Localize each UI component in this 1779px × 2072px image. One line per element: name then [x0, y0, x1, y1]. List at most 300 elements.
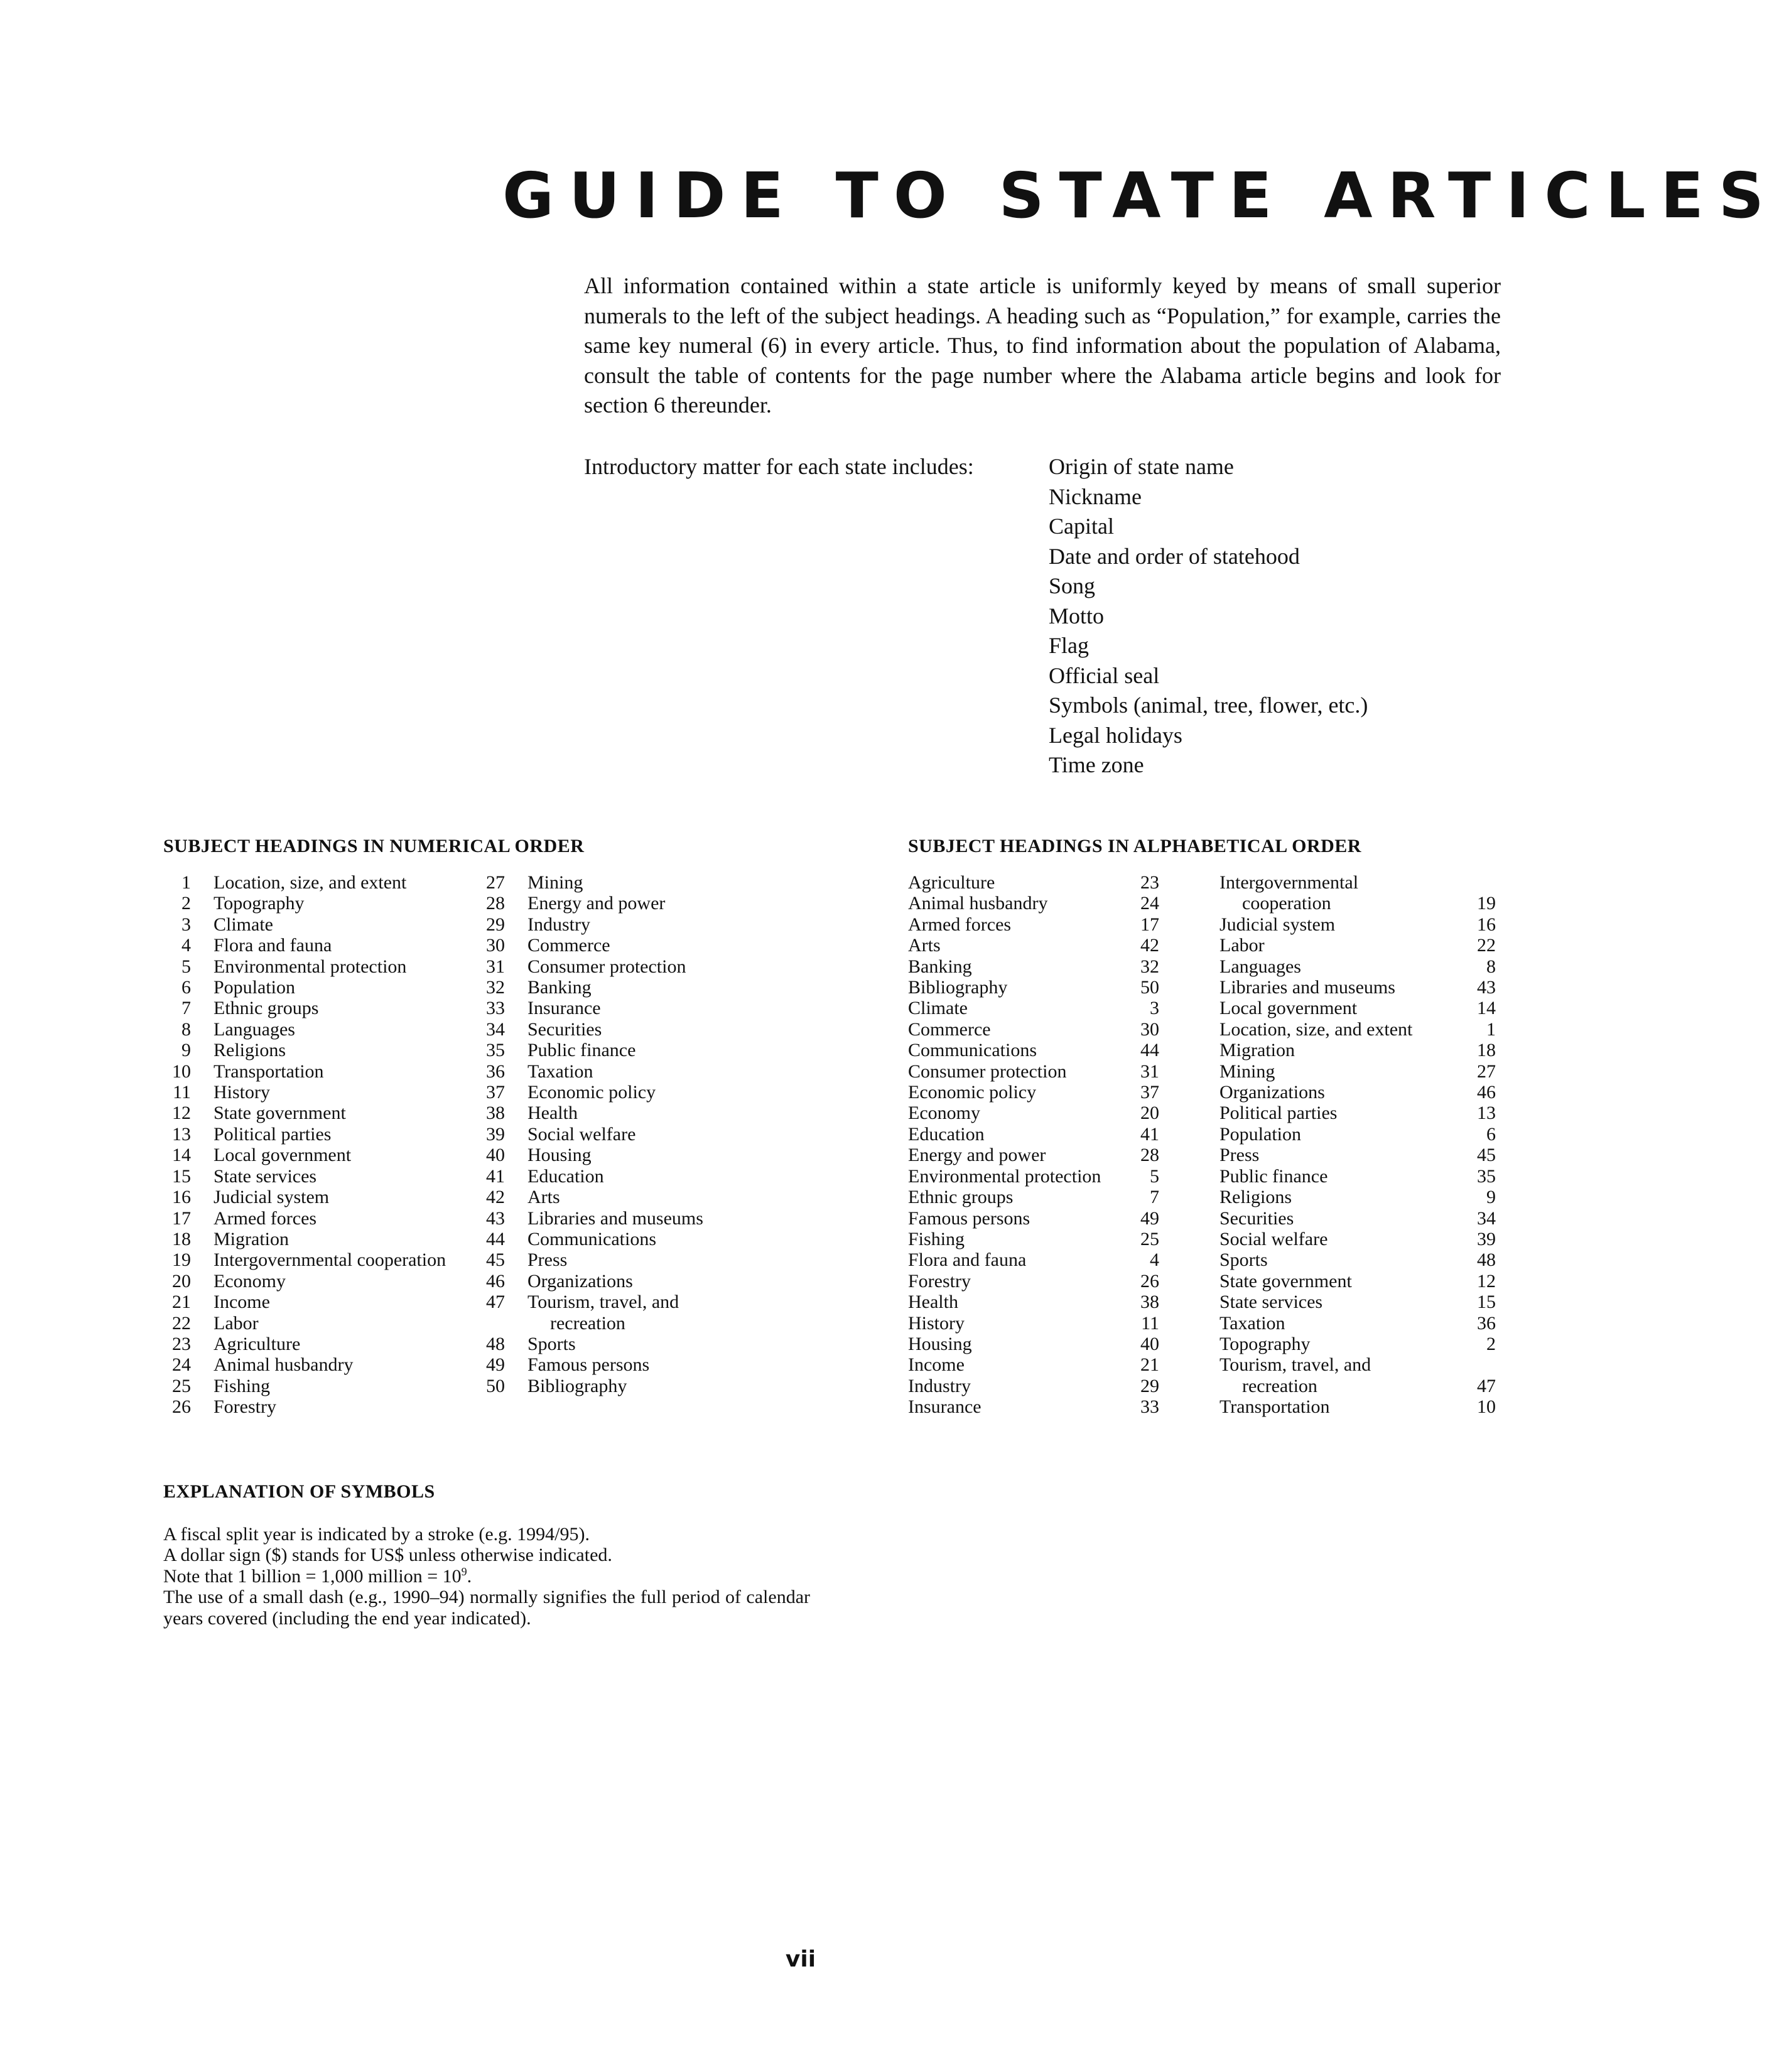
heading-number: 39	[486, 1123, 505, 1145]
alphabetical-heading-row	[908, 1334, 1159, 1354]
numerical-heading-row	[477, 914, 804, 935]
heading-number: 45	[486, 1249, 505, 1271]
alphabetical-heading-row	[908, 935, 1159, 956]
heading-number: 22	[172, 1312, 191, 1334]
heading-text: Taxation	[527, 1060, 593, 1082]
heading-text: Economy	[214, 1270, 286, 1292]
heading-text: Libraries and museums	[527, 1207, 703, 1229]
heading-text: Population	[214, 977, 296, 998]
alphabetical-heading-row	[908, 1313, 1159, 1334]
heading-text: Arts	[527, 1187, 560, 1208]
numerical-heading-row	[163, 1166, 477, 1187]
heading-number: 11	[173, 1082, 191, 1103]
numerical-heading-row	[477, 1334, 804, 1354]
heading-text: Commerce	[527, 935, 610, 956]
heading-number: 31	[1140, 1060, 1159, 1082]
numerical-heading-row	[163, 1082, 477, 1103]
billion-suffix: .	[467, 1565, 472, 1587]
heading-text: Mining	[527, 872, 583, 893]
numerical-heading-row	[163, 977, 477, 998]
heading-text: Local government	[214, 1145, 352, 1166]
heading-text: Energy and power	[527, 893, 666, 914]
heading-text: Transportation	[214, 1060, 324, 1082]
heading-number: 27	[486, 872, 505, 893]
alphabetical-heading-row	[1219, 1103, 1496, 1123]
heading-number: 2	[181, 893, 191, 914]
heading-number: 37	[1140, 1082, 1159, 1103]
heading-number: 1	[181, 872, 191, 893]
alphabetical-heading-row	[1219, 1229, 1496, 1249]
heading-text: Banking	[527, 977, 592, 998]
alphabetical-heading-row	[908, 1103, 1159, 1123]
heading-number: 1	[1486, 1018, 1496, 1040]
heading-text: Economy	[908, 1103, 980, 1124]
heading-number: 13	[172, 1123, 191, 1145]
heading-text: Health	[527, 1103, 578, 1124]
intro-paragraph: All information contained within a state article is uniformly keyed by means of small superior numerals to the left of the subject headings. A heading such as “Population,” for example, carries the same key numeral (6) in every article. Thus, to find information about the population of Alabama, consult the table of contents for the page number where the Alabama article begins and look for section 6 thereunder.	[584, 273, 1501, 418]
heading-number: 26	[1140, 1270, 1159, 1292]
heading-number: 6	[1486, 1123, 1496, 1145]
alphabetical-heading-row	[908, 893, 1159, 914]
heading-text: Animal husbandry	[908, 893, 1048, 914]
numerical-heading-row	[477, 872, 804, 893]
heading-number: 13	[1477, 1103, 1496, 1124]
numerical-heading-row	[477, 935, 804, 956]
heading-number: 17	[172, 1207, 191, 1229]
heading-number: 27	[1477, 1060, 1496, 1082]
alphabetical-heading-row	[908, 1396, 1159, 1417]
heading-number: 10	[1477, 1396, 1496, 1418]
intro-item: Song	[1049, 573, 1096, 598]
alphabetical-heading-row	[908, 1040, 1159, 1060]
heading-text: Agriculture	[214, 1333, 301, 1354]
heading-number: 48	[486, 1333, 505, 1354]
heading-text: Flora and fauna	[214, 935, 332, 956]
heading-number: 49	[486, 1354, 505, 1376]
heading-number: 47	[486, 1292, 505, 1313]
intro-item: Date and order of statehood	[1049, 543, 1300, 569]
alphabetical-heading-row	[908, 1145, 1159, 1165]
heading-text: Armed forces	[908, 914, 1012, 935]
heading-number: 15	[172, 1165, 191, 1187]
alphabetical-heading-row	[1219, 1082, 1496, 1103]
heading-number: 43	[1477, 977, 1496, 998]
numerical-column-1	[163, 872, 477, 1418]
heading-text: Judicial system	[1219, 914, 1336, 935]
alphabetical-heading-row	[908, 1229, 1159, 1249]
heading-text: Migration	[1219, 1040, 1295, 1061]
numerical-heading-row	[477, 1187, 804, 1207]
alphabetical-heading-row	[1219, 1249, 1496, 1270]
numerical-heading-row	[163, 893, 477, 914]
heading-text: Libraries and museums	[1219, 977, 1395, 998]
heading-number: 41	[1140, 1123, 1159, 1145]
heading-text: State services	[214, 1165, 317, 1187]
heading-number: 30	[486, 935, 505, 956]
heading-number: 29	[1140, 1375, 1159, 1396]
intro-item: Capital	[1049, 514, 1114, 539]
numerical-heading-row	[477, 893, 804, 914]
heading-text: recreation	[550, 1312, 625, 1334]
alphabetical-order-heading: SUBJECT HEADINGS IN ALPHABETICAL ORDER	[908, 836, 1361, 856]
heading-text: Sports	[527, 1333, 576, 1354]
heading-number: 39	[1477, 1228, 1496, 1249]
numerical-heading-row	[163, 1313, 477, 1334]
heading-text: State government	[1219, 1270, 1352, 1292]
heading-text: Tourism, travel, and	[1219, 1354, 1371, 1376]
alphabetical-heading-row	[908, 1292, 1159, 1312]
heading-number: 16	[1477, 914, 1496, 935]
heading-number: 5	[181, 956, 191, 977]
numerical-heading-row	[477, 1145, 804, 1165]
heading-text: Famous persons	[527, 1354, 650, 1376]
numerical-heading-row	[163, 1061, 477, 1082]
alphabetical-column-1	[908, 872, 1159, 1418]
heading-text: Industry	[908, 1375, 971, 1396]
numerical-heading-row	[163, 1249, 477, 1270]
heading-number: 29	[486, 914, 505, 935]
heading-text: Environmental protection	[908, 1165, 1101, 1187]
heading-text: Education	[527, 1165, 604, 1187]
heading-number: 11	[1141, 1312, 1159, 1334]
heading-text: Energy and power	[908, 1145, 1046, 1166]
heading-text: Climate	[214, 914, 273, 935]
heading-number: 2	[1486, 1333, 1496, 1354]
numerical-heading-row	[477, 1354, 804, 1375]
heading-text: Forestry	[214, 1396, 276, 1418]
heading-number: 7	[1150, 1187, 1159, 1208]
heading-text: Labor	[214, 1312, 259, 1334]
heading-number: 34	[1477, 1207, 1496, 1229]
alphabetical-heading-row	[1219, 1376, 1496, 1396]
heading-number: 12	[1477, 1270, 1496, 1292]
heading-text: Securities	[527, 1018, 602, 1040]
heading-text: Tourism, travel, and	[527, 1292, 679, 1313]
alphabetical-heading-row	[908, 1187, 1159, 1207]
heading-text: Forestry	[908, 1270, 971, 1292]
heading-number: 35	[1477, 1165, 1496, 1187]
heading-number	[477, 1313, 527, 1334]
alphabetical-heading-row	[908, 1124, 1159, 1145]
alphabetical-heading-row	[908, 914, 1159, 935]
heading-number: 50	[486, 1375, 505, 1396]
numerical-heading-row	[163, 1229, 477, 1249]
alphabetical-heading-row	[908, 1249, 1159, 1270]
alphabetical-heading-row	[1219, 1292, 1496, 1312]
heading-number: 44	[486, 1228, 505, 1249]
alphabetical-heading-row	[1219, 1396, 1496, 1417]
symbol-dollar-line: A dollar sign ($) stands for US$ unless otherwise indicated.	[163, 1545, 612, 1566]
heading-number: 8	[181, 1018, 191, 1040]
heading-text: History	[214, 1082, 270, 1103]
alphabetical-heading-row	[908, 1271, 1159, 1292]
alphabetical-heading-row	[1219, 1124, 1496, 1145]
heading-number: 36	[486, 1060, 505, 1082]
heading-text: Social welfare	[527, 1123, 636, 1145]
heading-number: 41	[486, 1165, 505, 1187]
heading-text: Transportation	[1219, 1396, 1330, 1418]
numerical-heading-row	[477, 977, 804, 998]
heading-number: 33	[486, 998, 505, 1019]
numerical-heading-row	[477, 1061, 804, 1082]
heading-text: Arts	[908, 935, 941, 956]
heading-number: 48	[1477, 1249, 1496, 1271]
heading-number: 33	[1140, 1396, 1159, 1418]
numerical-heading-row	[163, 1145, 477, 1165]
heading-number: 5	[1150, 1165, 1159, 1187]
alphabetical-heading-row	[908, 872, 1159, 893]
heading-number: 22	[1477, 935, 1496, 956]
heading-number: 21	[1140, 1354, 1159, 1376]
heading-text: Health	[908, 1292, 958, 1313]
alphabetical-heading-row	[1219, 1271, 1496, 1292]
heading-text: Public finance	[1219, 1165, 1328, 1187]
alphabetical-heading-row	[908, 956, 1159, 977]
heading-number: 40	[1140, 1333, 1159, 1354]
heading-text: Intergovernmental	[1219, 872, 1359, 893]
billion-text: Note that 1 billion = 1,000 million = 10	[163, 1565, 462, 1587]
heading-text: Press	[527, 1249, 568, 1271]
intro-item: Official seal	[1049, 662, 1160, 688]
heading-text: History	[908, 1312, 965, 1334]
numerical-heading-row	[163, 1271, 477, 1292]
alphabetical-heading-row	[1219, 1313, 1496, 1334]
heading-number: 6	[181, 977, 191, 998]
alphabetical-heading-row	[1219, 872, 1496, 893]
alphabetical-heading-row	[1219, 1354, 1496, 1375]
heading-number: 26	[172, 1396, 191, 1418]
heading-text: Mining	[1219, 1060, 1275, 1082]
heading-number: 25	[1140, 1228, 1159, 1249]
alphabetical-heading-row	[908, 1354, 1159, 1375]
heading-number	[1463, 872, 1496, 893]
alphabetical-heading-row	[1219, 935, 1496, 956]
heading-text: Location, size, and extent	[214, 872, 407, 893]
numerical-heading-row	[163, 914, 477, 935]
heading-number: 3	[1150, 998, 1159, 1019]
heading-text: Public finance	[527, 1040, 636, 1061]
heading-text: Environmental protection	[214, 956, 407, 977]
heading-text: Intergovernmental cooperation	[214, 1249, 446, 1271]
heading-number: 32	[486, 977, 505, 998]
numerical-heading-row	[163, 1103, 477, 1123]
heading-number: 32	[1140, 956, 1159, 977]
heading-text: Location, size, and extent	[1219, 1018, 1413, 1040]
heading-text: Bibliography	[527, 1375, 627, 1396]
numerical-heading-row	[477, 1166, 804, 1187]
intro-item: Origin of state name	[1049, 454, 1234, 479]
page-number: vii	[785, 1946, 816, 1972]
heading-text: Income	[214, 1292, 270, 1313]
alphabetical-heading-row	[908, 1082, 1159, 1103]
symbol-fiscal-line: A fiscal split year is indicated by a stroke (e.g. 1994/95).	[163, 1524, 590, 1545]
heading-number: 23	[172, 1333, 191, 1354]
numerical-heading-row	[477, 1124, 804, 1145]
intro-item: Symbols (animal, tree, flower, etc.)	[1049, 693, 1368, 718]
heading-text: Topography	[214, 893, 305, 914]
alphabetical-heading-row	[1219, 1040, 1496, 1060]
heading-number: 42	[1140, 935, 1159, 956]
heading-text: Migration	[214, 1228, 289, 1249]
intro-item: Flag	[1049, 633, 1090, 658]
heading-text: Population	[1219, 1123, 1302, 1145]
heading-text: Political parties	[1219, 1103, 1338, 1124]
heading-text: Industry	[527, 914, 590, 935]
alphabetical-heading-row	[908, 1061, 1159, 1082]
alphabetical-heading-row	[1219, 914, 1496, 935]
alphabetical-heading-row	[1219, 1187, 1496, 1207]
heading-number: 28	[486, 893, 505, 914]
alphabetical-heading-row	[908, 977, 1159, 998]
symbol-billion-line	[163, 1566, 810, 1587]
heading-text: Taxation	[1219, 1312, 1285, 1334]
numerical-heading-row	[477, 1292, 804, 1312]
symbols-heading: EXPLANATION OF SYMBOLS	[163, 1481, 435, 1502]
heading-text: Housing	[527, 1145, 592, 1166]
intro-item: Motto	[1049, 603, 1105, 629]
alphabetical-heading-row	[1219, 1334, 1496, 1354]
heading-text: Organizations	[527, 1270, 633, 1292]
alphabetical-column-2	[1219, 872, 1496, 1418]
heading-text: Communications	[527, 1228, 656, 1249]
heading-number: 45	[1477, 1145, 1496, 1166]
heading-number: 3	[181, 914, 191, 935]
heading-text: Ethnic groups	[214, 998, 319, 1019]
heading-text: Armed forces	[214, 1207, 317, 1229]
heading-number: 49	[1140, 1207, 1159, 1229]
alphabetical-heading-row	[908, 1208, 1159, 1229]
heading-number: 47	[1477, 1375, 1496, 1396]
heading-text: Languages	[214, 1018, 295, 1040]
heading-number: 8	[1486, 956, 1496, 977]
heading-text: Religions	[214, 1040, 286, 1061]
heading-text: Bibliography	[908, 977, 1008, 998]
heading-text: Religions	[1219, 1187, 1292, 1208]
numerical-heading-row	[477, 1249, 804, 1270]
heading-text: State services	[1219, 1292, 1323, 1313]
numerical-heading-row	[477, 1271, 804, 1292]
heading-text: Organizations	[1219, 1082, 1325, 1103]
heading-number: 43	[486, 1207, 505, 1229]
intro-matter-label: Introductory matter for each state includes:	[584, 454, 974, 479]
alphabetical-heading-row	[1219, 1208, 1496, 1229]
heading-number: 24	[172, 1354, 191, 1376]
heading-number: 23	[1140, 872, 1159, 893]
alphabetical-heading-row	[1219, 998, 1496, 1018]
heading-number: 38	[486, 1103, 505, 1124]
numerical-heading-row	[163, 956, 477, 977]
heading-number: 15	[1477, 1292, 1496, 1313]
heading-text: Fishing	[908, 1228, 965, 1249]
numerical-heading-row	[163, 1376, 477, 1396]
alphabetical-heading-row	[908, 1376, 1159, 1396]
heading-number: 18	[172, 1228, 191, 1249]
heading-number: 44	[1140, 1040, 1159, 1061]
numerical-heading-row	[163, 1019, 477, 1040]
numerical-heading-row	[163, 1187, 477, 1207]
heading-text: Insurance	[908, 1396, 981, 1418]
heading-number	[1463, 1354, 1496, 1375]
heading-number: 46	[486, 1270, 505, 1292]
heading-number: 35	[486, 1040, 505, 1061]
numerical-heading-row	[163, 1354, 477, 1375]
heading-text: Judicial system	[214, 1187, 330, 1208]
alphabetical-heading-row	[1219, 1061, 1496, 1082]
heading-number: 18	[1477, 1040, 1496, 1061]
heading-text: Topography	[1219, 1333, 1311, 1354]
heading-text: cooperation	[1242, 893, 1331, 914]
intro-item: Legal holidays	[1049, 722, 1182, 748]
numerical-heading-row	[163, 1208, 477, 1229]
heading-number: 30	[1140, 1018, 1159, 1040]
intro-matter-list	[1049, 452, 1368, 780]
heading-text: Communications	[908, 1040, 1037, 1061]
heading-number: 4	[1150, 1249, 1159, 1271]
heading-text: Famous persons	[908, 1207, 1030, 1229]
heading-text: Commerce	[908, 1018, 991, 1040]
heading-text: Agriculture	[908, 872, 995, 893]
heading-text: Education	[908, 1123, 985, 1145]
symbol-dash-line: The use of a small dash (e.g., 1990–94) normally signifies the full period of calendar years covered (including the end year indicated).	[163, 1587, 810, 1629]
heading-number: 21	[172, 1292, 191, 1313]
alphabetical-heading-row	[1219, 893, 1496, 914]
heading-number: 20	[172, 1270, 191, 1292]
heading-text: Sports	[1219, 1249, 1268, 1271]
heading-number: 14	[172, 1145, 191, 1166]
heading-number: 20	[1140, 1103, 1159, 1124]
heading-number: 16	[172, 1187, 191, 1208]
heading-text: Ethnic groups	[908, 1187, 1014, 1208]
numerical-heading-row	[477, 1019, 804, 1040]
numerical-heading-row	[163, 998, 477, 1018]
intro-item: Time zone	[1049, 752, 1144, 777]
heading-text: Economic policy	[908, 1082, 1037, 1103]
numerical-heading-row	[163, 1396, 477, 1417]
numerical-heading-row	[477, 1103, 804, 1123]
numerical-heading-row	[163, 872, 477, 893]
numerical-heading-row	[477, 1313, 804, 1334]
heading-text: Economic policy	[527, 1082, 656, 1103]
heading-number: 31	[486, 956, 505, 977]
heading-text: Housing	[908, 1333, 972, 1354]
heading-number: 17	[1140, 914, 1159, 935]
heading-number: 46	[1477, 1082, 1496, 1103]
heading-text: recreation	[1242, 1375, 1317, 1396]
heading-text: Consumer protection	[527, 956, 686, 977]
numerical-order-heading: SUBJECT HEADINGS IN NUMERICAL ORDER	[163, 836, 585, 856]
heading-text: Labor	[1219, 935, 1265, 956]
numerical-heading-row	[477, 1040, 804, 1060]
heading-number: 10	[172, 1060, 191, 1082]
symbols-explanation	[163, 1524, 810, 1629]
heading-text: Social welfare	[1219, 1228, 1328, 1249]
numerical-heading-row	[477, 956, 804, 977]
heading-number: 42	[486, 1187, 505, 1208]
intro-item: Nickname	[1049, 483, 1142, 509]
heading-number: 37	[486, 1082, 505, 1103]
heading-text: Banking	[908, 956, 972, 977]
numerical-heading-row	[477, 1376, 804, 1396]
heading-number: 7	[181, 998, 191, 1019]
heading-text: State government	[214, 1103, 346, 1124]
numerical-heading-row	[163, 1292, 477, 1312]
heading-text: Political parties	[214, 1123, 332, 1145]
heading-text: Consumer protection	[908, 1060, 1067, 1082]
heading-text: Insurance	[527, 998, 601, 1019]
alphabetical-heading-row	[1219, 1166, 1496, 1187]
numerical-heading-row	[477, 998, 804, 1018]
heading-text: Fishing	[214, 1375, 271, 1396]
